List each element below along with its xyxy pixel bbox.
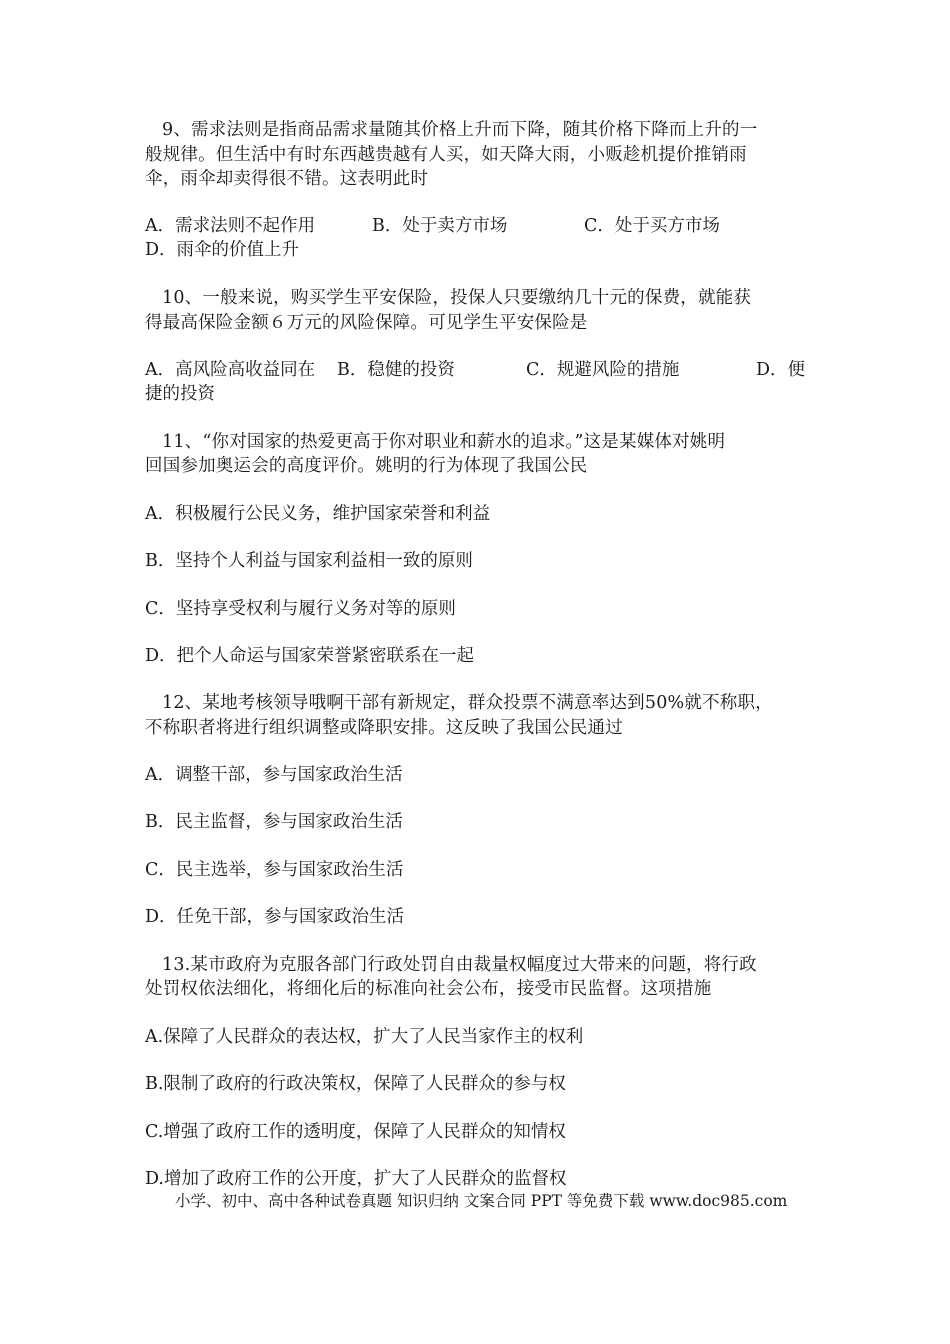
question-11-option-b: B．坚持个人利益与国家利益相一致的原则 (145, 551, 473, 571)
question-11-option-d: D．把个人命运与国家荣誉紧密联系在一起 (145, 646, 475, 666)
question-11-stem-line-2: 回国参加奥运会的高度评价。姚明的行为体现了我国公民 (145, 456, 588, 476)
question-12-option-a: A．调整干部，参与国家政治生活 (145, 765, 403, 785)
question-11-stem-line-1: 11、“你对国家的热爱更高于你对职业和薪水的追求。”这是某媒体对姚明 (162, 432, 726, 452)
question-9-stem-line-3: 伞，雨伞却卖得很不错。这表明此时 (145, 169, 429, 189)
question-12-option-d: D．任免干部，参与国家政治生活 (145, 907, 405, 927)
question-10-option-d: D．便 (756, 360, 806, 380)
question-12-stem-line-1: 12、某地考核领导哦啊干部有新规定，群众投票不满意率达到50%就不称职， (162, 693, 773, 713)
question-13-stem-line-1: 13.某市政府为克服各部门行政处罚自由裁量权幅度过大带来的问题，将行政 (162, 955, 757, 975)
question-9-option-c: C．处于买方市场 (584, 216, 720, 236)
question-10-option-a: A．高风险高收益同在 (145, 360, 316, 380)
question-9-option-d: D．雨伞的价值上升 (145, 240, 300, 260)
question-13-option-c: C.增强了政府工作的透明度，保障了人民群众的知情权 (145, 1122, 566, 1142)
question-9-stem-line-1: 9、需求法则是指商品需求量随其价格上升而下降，随其价格下降而上升的一 (162, 120, 758, 140)
question-13-option-a: A.保障了人民群众的表达权，扩大了人民当家作主的权利 (145, 1027, 584, 1047)
question-12-option-b: B．民主监督，参与国家政治生活 (145, 812, 403, 832)
question-11-option-a: A．积极履行公民义务，维护国家荣誉和利益 (145, 504, 491, 524)
page-footer: 小学、初中、高中各种试卷真题 知识归纳 文案合同 PPT 等免费下载 www.doc985.com (175, 1192, 788, 1210)
question-10-stem-line-2: 得最高保险金额６万元的风险保障。可见学生平安保险是 (145, 313, 588, 333)
question-11-option-c: C．坚持享受权利与履行义务对等的原则 (145, 599, 456, 619)
question-12-option-c: C．民主选举，参与国家政治生活 (145, 860, 404, 880)
question-9-option-b: B．处于卖方市场 (372, 216, 508, 236)
question-13-option-b: B.限制了政府的行政决策权，保障了人民群众的参与权 (145, 1074, 566, 1094)
question-12-stem-line-2: 不称职者将进行组织调整或降职安排。这反映了我国公民通过 (145, 718, 623, 738)
question-9-stem-line-2: 般规律。但生活中有时东西越贵越有人买，如天降大雨，小贩趁机提价推销雨 (145, 145, 747, 165)
question-10-stem-line-1: 10、一般来说，购买学生平安保险，投保人只要缴纳几十元的保费，就能获 (162, 288, 752, 308)
question-10-option-d-continued: 捷的投资 (145, 384, 215, 404)
question-9-option-a: A．需求法则不起作用 (145, 216, 316, 236)
question-10-option-b: B．稳健的投资 (337, 360, 455, 380)
question-10-option-c: C．规避风险的措施 (526, 360, 680, 380)
question-13-stem-line-2: 处罚权依法细化，将细化后的标准向社会公布，接受市民监督。这项措施 (145, 979, 712, 999)
question-13-option-d: D.增加了政府工作的公开度，扩大了人民群众的监督权 (145, 1169, 567, 1189)
